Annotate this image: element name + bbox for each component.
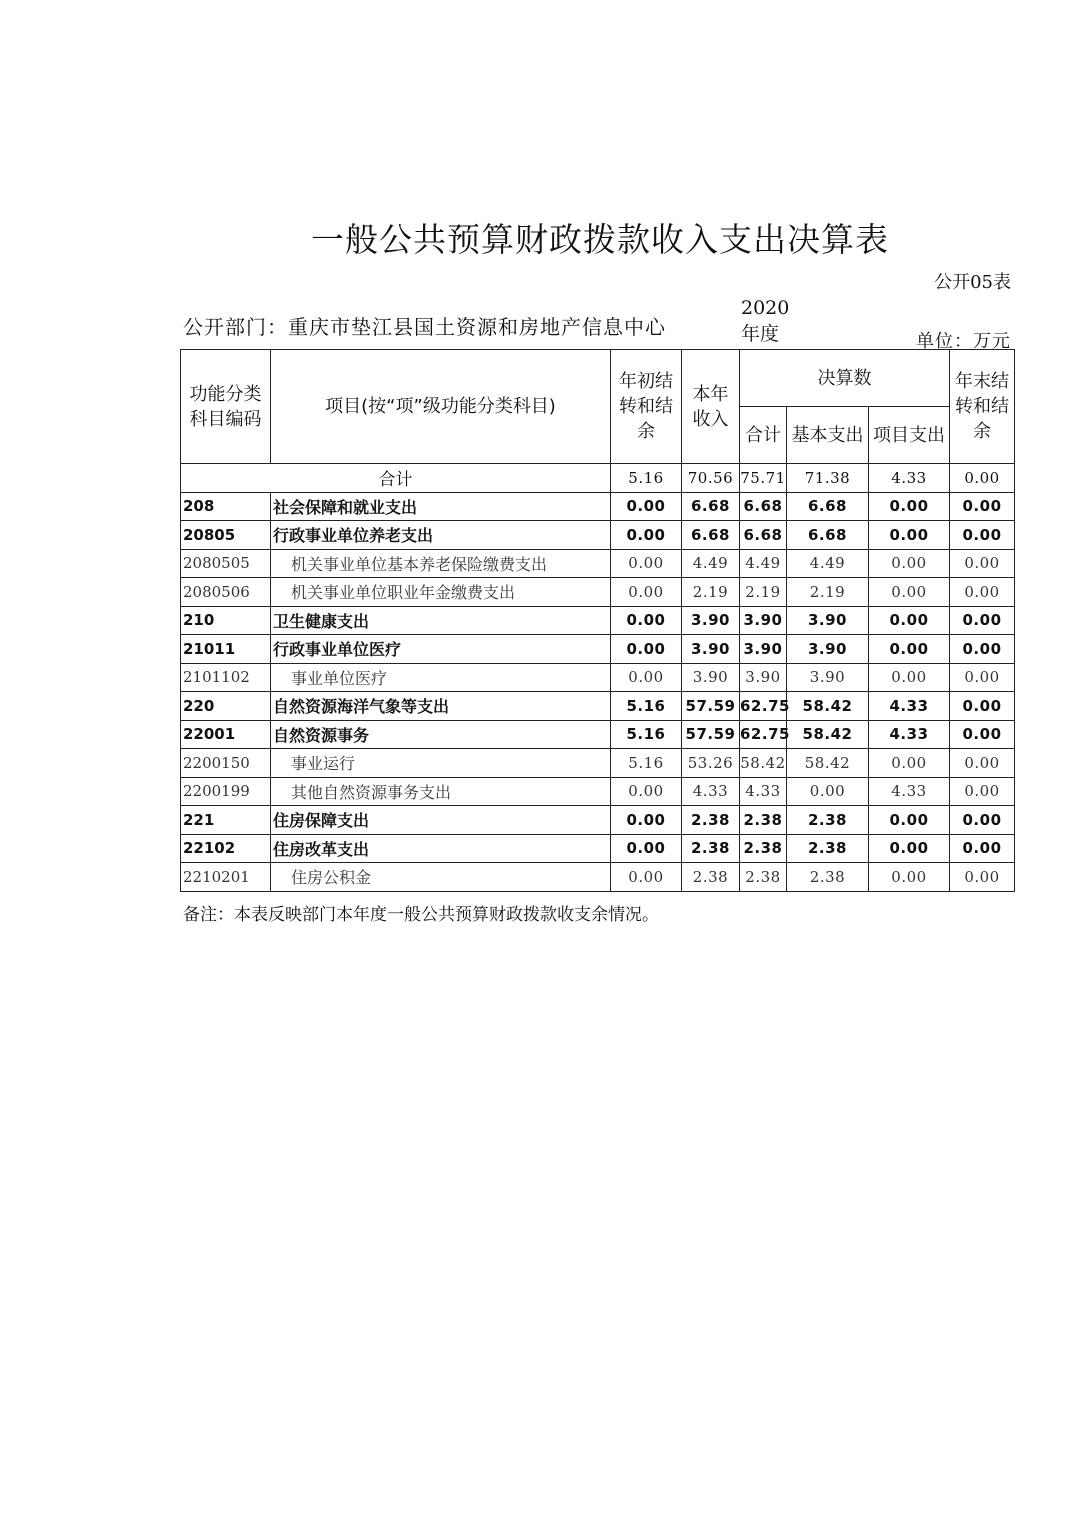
cell-name: 事业运行 (271, 749, 611, 778)
cell-basic: 2.38 (787, 834, 869, 863)
header-end: 年末结转和结余 (950, 350, 1015, 464)
cell-begin: 5.16 (611, 720, 682, 749)
unit-label: 单位：万元 (916, 331, 1011, 352)
cell-total: 3.90 (740, 663, 787, 692)
cell-end: 0.00 (950, 806, 1015, 835)
cell-income: 4.33 (682, 777, 740, 806)
header-basic: 基本支出 (787, 407, 869, 464)
cell-begin: 0.00 (611, 663, 682, 692)
cell-project: 4.33 (869, 777, 950, 806)
header-income: 本年收入 (682, 350, 740, 464)
total-project: 4.33 (869, 464, 950, 493)
cell-begin: 5.16 (611, 749, 682, 778)
cell-code: 208 (181, 492, 271, 521)
cell-project: 4.33 (869, 692, 950, 721)
table-row (181, 777, 1015, 806)
table-row (181, 606, 1015, 635)
header-code: 功能分类科目编码 (181, 350, 271, 464)
cell-project: 0.00 (869, 834, 950, 863)
cell-income: 57.59 (682, 720, 740, 749)
cell-end: 0.00 (950, 692, 1015, 721)
cell-total: 62.75 (740, 692, 787, 721)
total-label: 合计 (181, 464, 611, 493)
table-row (181, 578, 1015, 607)
cell-begin: 0.00 (611, 521, 682, 550)
header-settle: 决算数 (740, 350, 950, 407)
cell-code: 2200150 (181, 749, 271, 778)
cell-code: 2210201 (181, 863, 271, 892)
cell-code: 2080506 (181, 578, 271, 607)
header-name: 项目(按“项”级功能分类科目) (271, 350, 611, 464)
cell-income: 57.59 (682, 692, 740, 721)
cell-name: 行政事业单位医疗 (271, 635, 611, 664)
cell-project: 0.00 (869, 606, 950, 635)
cell-end: 0.00 (950, 635, 1015, 664)
cell-basic: 3.90 (787, 606, 869, 635)
cell-code: 21011 (181, 635, 271, 664)
table-row (181, 549, 1015, 578)
table-row (181, 806, 1015, 835)
cell-total: 6.68 (740, 521, 787, 550)
cell-total: 6.68 (740, 492, 787, 521)
cell-income: 6.68 (682, 492, 740, 521)
cell-total: 2.38 (740, 863, 787, 892)
cell-income: 2.19 (682, 578, 740, 607)
cell-end: 0.00 (950, 834, 1015, 863)
table-row (181, 834, 1015, 863)
cell-begin: 0.00 (611, 806, 682, 835)
table-row (181, 720, 1015, 749)
cell-end: 0.00 (950, 663, 1015, 692)
cell-end: 0.00 (950, 521, 1015, 550)
cell-name: 社会保障和就业支出 (271, 492, 611, 521)
table-row (181, 692, 1015, 721)
cell-basic: 2.38 (787, 863, 869, 892)
cell-total: 62.75 (740, 720, 787, 749)
year-label: 2020年度 (741, 297, 790, 345)
header-begin: 年初结转和结余 (611, 350, 682, 464)
cell-basic: 58.42 (787, 720, 869, 749)
total-income: 70.56 (682, 464, 740, 493)
total-total: 75.71 (740, 464, 787, 493)
cell-total: 4.49 (740, 549, 787, 578)
cell-project: 0.00 (869, 806, 950, 835)
cell-project: 4.33 (869, 720, 950, 749)
table-row (181, 863, 1015, 892)
cell-total: 3.90 (740, 635, 787, 664)
cell-code: 221 (181, 806, 271, 835)
cell-code: 22001 (181, 720, 271, 749)
cell-income: 3.90 (682, 663, 740, 692)
total-basic: 71.38 (787, 464, 869, 493)
cell-name: 住房保障支出 (271, 806, 611, 835)
cell-code: 2101102 (181, 663, 271, 692)
cell-income: 3.90 (682, 635, 740, 664)
cell-begin: 0.00 (611, 606, 682, 635)
table-row (181, 663, 1015, 692)
cell-code: 20805 (181, 521, 271, 550)
cell-project: 0.00 (869, 749, 950, 778)
cell-project: 0.00 (869, 492, 950, 521)
header-total: 合计 (740, 407, 787, 464)
total-row (181, 464, 1015, 493)
cell-code: 2200199 (181, 777, 271, 806)
cell-begin: 5.16 (611, 692, 682, 721)
cell-end: 0.00 (950, 749, 1015, 778)
header-project: 项目支出 (869, 407, 950, 464)
total-begin: 5.16 (611, 464, 682, 493)
page-title: 一般公共预算财政拨款收入支出决算表 (311, 220, 889, 259)
cell-begin: 0.00 (611, 492, 682, 521)
cell-end: 0.00 (950, 606, 1015, 635)
cell-end: 0.00 (950, 492, 1015, 521)
cell-basic: 58.42 (787, 692, 869, 721)
table-row (181, 492, 1015, 521)
cell-end: 0.00 (950, 549, 1015, 578)
cell-project: 0.00 (869, 578, 950, 607)
cell-name: 机关事业单位基本养老保险缴费支出 (271, 549, 611, 578)
cell-name: 机关事业单位职业年金缴费支出 (271, 578, 611, 607)
cell-income: 2.38 (682, 863, 740, 892)
cell-basic: 2.38 (787, 806, 869, 835)
table-row (181, 521, 1015, 550)
cell-basic: 6.68 (787, 521, 869, 550)
form-number: 公开05表 (934, 272, 1011, 293)
cell-project: 0.00 (869, 635, 950, 664)
cell-name: 其他自然资源事务支出 (271, 777, 611, 806)
budget-table (180, 349, 1015, 892)
cell-code: 22102 (181, 834, 271, 863)
cell-name: 住房公积金 (271, 863, 611, 892)
cell-basic: 4.49 (787, 549, 869, 578)
cell-income: 3.90 (682, 606, 740, 635)
cell-total: 3.90 (740, 606, 787, 635)
cell-name: 自然资源海洋气象等支出 (271, 692, 611, 721)
cell-end: 0.00 (950, 578, 1015, 607)
cell-begin: 0.00 (611, 863, 682, 892)
cell-begin: 0.00 (611, 578, 682, 607)
cell-code: 2080505 (181, 549, 271, 578)
cell-basic: 2.19 (787, 578, 869, 607)
cell-income: 2.38 (682, 834, 740, 863)
cell-end: 0.00 (950, 777, 1015, 806)
total-end: 0.00 (950, 464, 1015, 493)
cell-total: 2.38 (740, 834, 787, 863)
table-row (181, 749, 1015, 778)
cell-income: 53.26 (682, 749, 740, 778)
cell-name: 行政事业单位养老支出 (271, 521, 611, 550)
cell-income: 6.68 (682, 521, 740, 550)
cell-end: 0.00 (950, 720, 1015, 749)
cell-end: 0.00 (950, 863, 1015, 892)
table-row (181, 635, 1015, 664)
cell-code: 210 (181, 606, 271, 635)
cell-income: 2.38 (682, 806, 740, 835)
cell-project: 0.00 (869, 521, 950, 550)
cell-total: 2.38 (740, 806, 787, 835)
cell-total: 58.42 (740, 749, 787, 778)
cell-project: 0.00 (869, 863, 950, 892)
cell-basic: 0.00 (787, 777, 869, 806)
cell-project: 0.00 (869, 663, 950, 692)
cell-income: 4.49 (682, 549, 740, 578)
cell-begin: 0.00 (611, 777, 682, 806)
cell-name: 卫生健康支出 (271, 606, 611, 635)
cell-name: 事业单位医疗 (271, 663, 611, 692)
cell-name: 自然资源事务 (271, 720, 611, 749)
cell-project: 0.00 (869, 549, 950, 578)
cell-begin: 0.00 (611, 549, 682, 578)
cell-total: 2.19 (740, 578, 787, 607)
cell-code: 220 (181, 692, 271, 721)
department-label: 公开部门：重庆市垫江县国土资源和房地产信息中心 (183, 315, 666, 339)
cell-name: 住房改革支出 (271, 834, 611, 863)
cell-begin: 0.00 (611, 834, 682, 863)
cell-begin: 0.00 (611, 635, 682, 664)
cell-basic: 6.68 (787, 492, 869, 521)
cell-total: 4.33 (740, 777, 787, 806)
footnote: 备注：本表反映部门本年度一般公共预算财政拨款收支余情况。 (183, 905, 659, 925)
cell-basic: 3.90 (787, 635, 869, 664)
cell-basic: 58.42 (787, 749, 869, 778)
cell-basic: 3.90 (787, 663, 869, 692)
